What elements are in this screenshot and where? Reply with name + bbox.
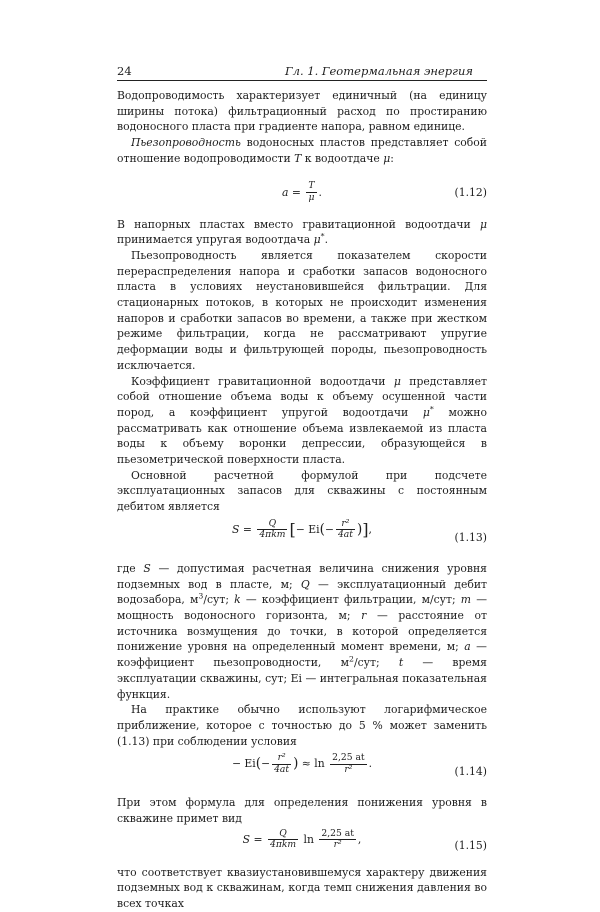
paragraph-quasi-steady-flow: что соответствует квазиустановившемуся характеру движения подземных вод к скважинам, когда темп снижения давления во всех точках [117, 865, 487, 911]
equation-number: (1.15) [454, 838, 487, 852]
fraction: $\frac{2,25 at}{\text{r²}}$ [321, 827, 354, 851]
paragraph-variable-definitions: где S — допустимая расчетная величина снижения уровня подземных вод в пласте, м; Q — эксплуатационный дебит водозабора, $м^3$/сут; k — коэффициент фильтрации, м/сут; m — мощность водоносного горизонта, м; r — расстояние от источника возмущения до точки, в которой определяется понижение уровня на определенный момент времени, м; a — коэффициент пьезопроводности, $м^2$/сут; t — время эксплуатации скважины, сут; Ei — интегральная показательная функция. [117, 561, 488, 701]
paragraph-specific-yield: Коэффициент гравитационной водоотдачи μ представляет собой отношение объема воды к объему осушенной части пород, а коэффициент упругой водоотдачи μ* можно рассматривать как отношение объема извлекаемой из пласта воды к объему воронки депрессии, образующейся в пьезометрической поверхности пласта. [117, 374, 487, 467]
paragraph-piezoconductivity-role: Пьезопроводность является показателем скорости перераспределения напора и сработки запасов водоносного пласта в условиях неустановившейся фильтрации. Для стационарных потоков, в которых не происходит изменения напоров и сработки запасов во времени, а также при жестком режиме фильтрации, когда не рассматривают упругие деформации воды и фильтрующей породы, пьезопроводность исключается. [117, 248, 487, 372]
fraction: $\frac{\text{r²}}{4at}$ [274, 752, 290, 775]
header-rule [117, 80, 487, 81]
chapter-title: Гл. 1. Геотермальная энергия [285, 64, 473, 78]
paragraph-transmissivity: Водопроводимость характеризует единичный (на единицу ширины потока) фильтрационный расход по простиранию водоносного пласта при градиенте напора, равном единице. [117, 89, 487, 134]
fraction: $\frac{Q}{\text{4πkm}}$ [269, 827, 297, 851]
fraction: $\frac{T}{\mu}$ [308, 180, 315, 204]
fraction: $\frac{2,25 at}{\text{r²}}$ [332, 752, 365, 775]
equation-number: (1.14) [454, 765, 487, 779]
running-head [117, 62, 487, 80]
formula-1-12: a = $\frac{T}{\mu}$ . (1.12) [282, 180, 487, 204]
formula-1-13: S = $\frac{Q}{\text{4πkm}}$ [− Ei(− $\frac{\text{r²}}{4at}$ )], (1.13) [232, 517, 487, 545]
formula-1-14: − Ei(− $\frac{\text{r²}}{4at}$ ) ≈ ln $\frac{2,25 at}{\text{r²}}$ . (1.14) [231, 752, 487, 779]
formula-1-15: S = $\frac{Q}{\text{4πkm}}$ ln $\frac{2,25 at}{\text{r²}}$ , (1.15) [242, 827, 487, 852]
fraction: $\frac{\text{r²}}{4at}$ [337, 517, 353, 541]
page-number: 24 [117, 64, 132, 78]
equation-number: (1.12) [454, 185, 487, 199]
paragraph-piezoconductivity-definition: Пьезопроводность водоносных пластов представляет собой отношение водопроводимости T к водоотдаче μ: [117, 136, 487, 165]
paragraph-main-formula-intro: Основной расчетной формулой при подсчете эксплуатационных запасов для скважины с постоянным дебитом является [117, 468, 487, 514]
paragraph-log-approximation: На практике обычно используют логарифмическое приближение, которое с точностью до 5 % может заменить (1.13) при соблюдении условия [117, 703, 487, 748]
equation-number: (1.13) [454, 531, 487, 545]
body-text [117, 88, 487, 912]
fraction: $\frac{Q}{\text{4πkm}}$ [259, 517, 286, 541]
paragraph-confined-aquifers: В напорных пластах вместо гравитационной водоотдачи μ принимается упругая водоотдача μ*. [117, 217, 487, 247]
paragraph-drawdown-formula-intro: При этом формула для определения понижения уровня в скважине примет вид [117, 796, 487, 826]
term-piezoconductivity: Пьезопроводность [131, 136, 241, 150]
